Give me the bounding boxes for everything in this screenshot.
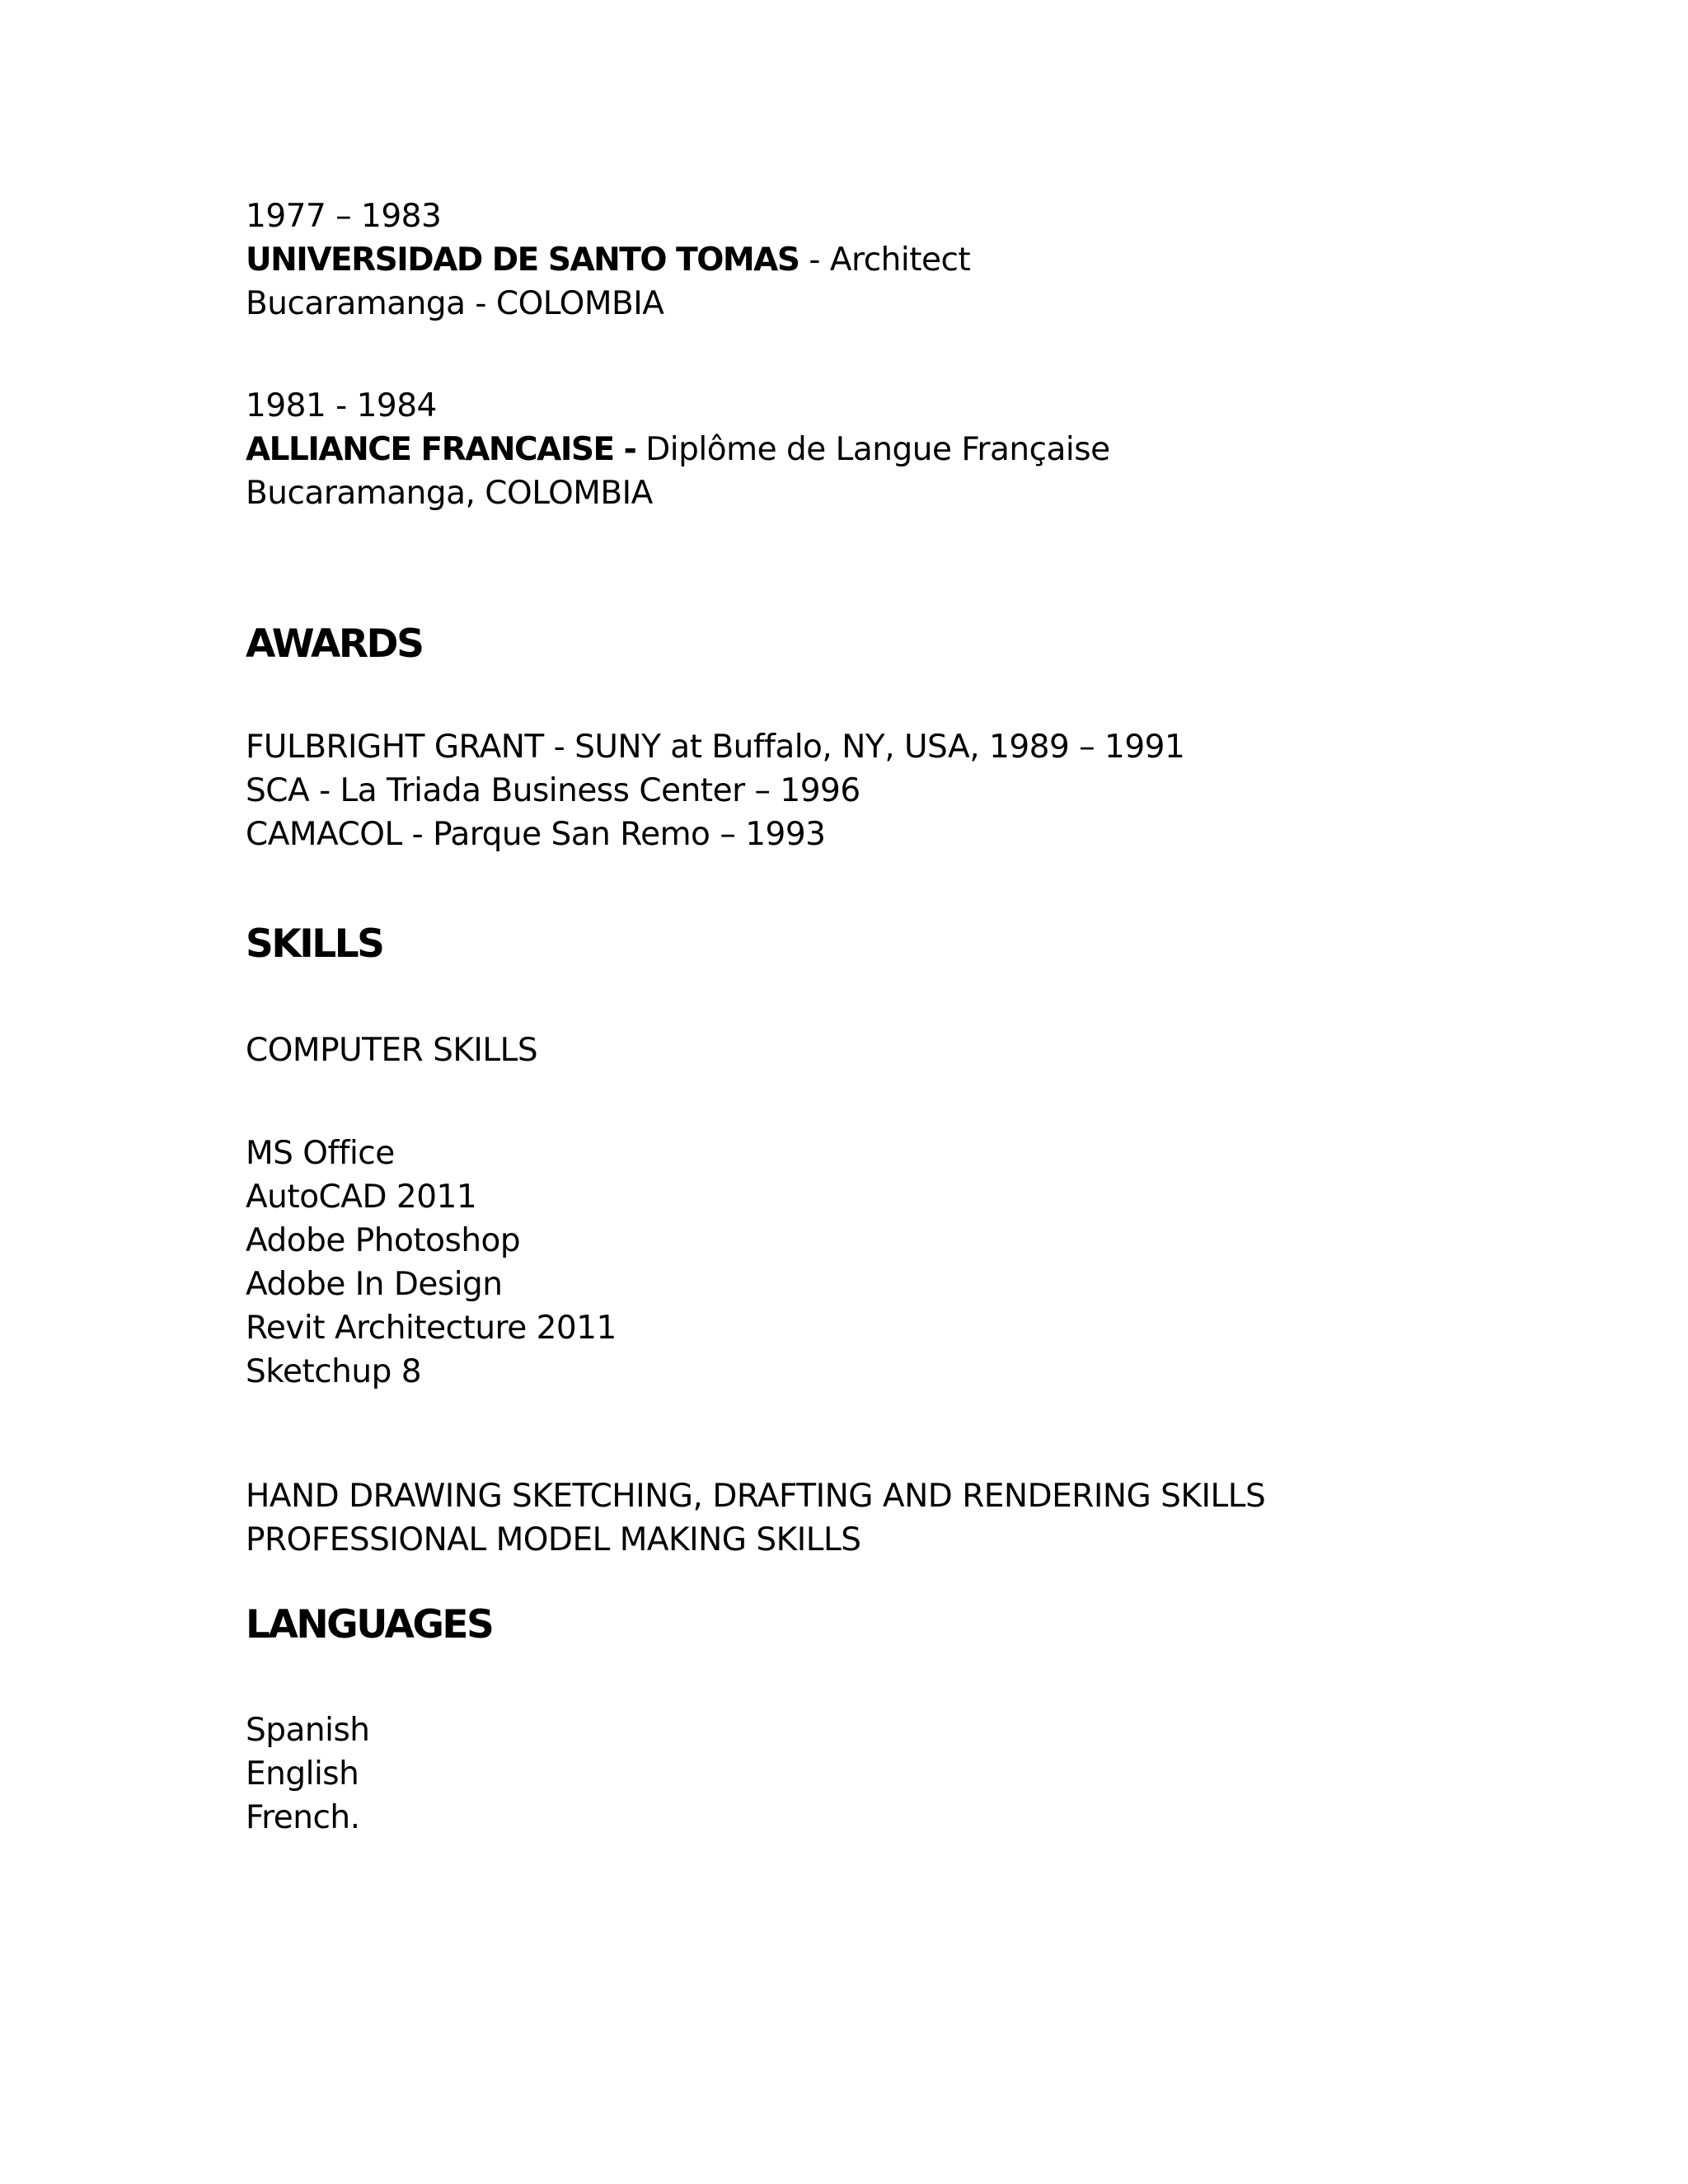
education-institution: ALLIANCE FRANCAISE - — [246, 431, 636, 468]
award-item: SCA - La Triada Business Center – 1996 — [246, 772, 860, 809]
other-skills-list — [246, 1474, 1265, 1562]
education-location: Bucaramanga - COLOMBIA — [246, 285, 664, 322]
education-years: 1977 – 1983 — [246, 198, 442, 235]
languages-list — [246, 1708, 370, 1840]
language-item: Spanish — [246, 1712, 370, 1749]
languages-heading: LANGUAGES — [246, 1602, 493, 1647]
education-title — [246, 428, 1110, 471]
computer-skills-subheading-wrap — [246, 1029, 537, 1072]
education-years: 1981 - 1984 — [246, 387, 437, 424]
education-location: Bucaramanga, COLOMBIA — [246, 475, 653, 512]
skill-item: Revit Architecture 2011 — [246, 1310, 617, 1347]
language-item: English — [246, 1755, 359, 1793]
education-entry — [246, 384, 1110, 515]
skills-heading: SKILLS — [246, 921, 383, 967]
awards-heading: AWARDS — [246, 621, 423, 667]
education-detail: Diplôme de Langue Française — [635, 431, 1110, 468]
awards-list — [246, 725, 1184, 856]
skill-item: PROFESSIONAL MODEL MAKING SKILLS — [246, 1521, 861, 1558]
education-institution: UNIVERSIDAD DE SANTO TOMAS — [246, 241, 799, 279]
award-item: FULBRIGHT GRANT - SUNY at Buffalo, NY, USA, 1989 – 1991 — [246, 729, 1185, 766]
language-item: French. — [246, 1799, 360, 1836]
skill-item: Adobe Photoshop — [246, 1222, 521, 1259]
education-entry — [246, 194, 970, 326]
languages-section — [246, 1599, 492, 1652]
education-detail: - Architect — [799, 241, 971, 279]
skill-item: HAND DRAWING SKETCHING, DRAFTING AND RENDERING SKILLS — [246, 1478, 1266, 1515]
awards-section — [246, 618, 422, 671]
skill-item: Adobe In Design — [246, 1266, 503, 1303]
computer-skills-list — [246, 1132, 617, 1394]
skill-item: Sketchup 8 — [246, 1353, 422, 1390]
skill-item: AutoCAD 2011 — [246, 1179, 477, 1216]
skill-item: MS Office — [246, 1135, 395, 1172]
education-title — [246, 238, 970, 282]
skills-section — [246, 918, 383, 971]
computer-skills-subheading: COMPUTER SKILLS — [246, 1032, 538, 1069]
award-item: CAMACOL - Parque San Remo – 1993 — [246, 816, 826, 853]
